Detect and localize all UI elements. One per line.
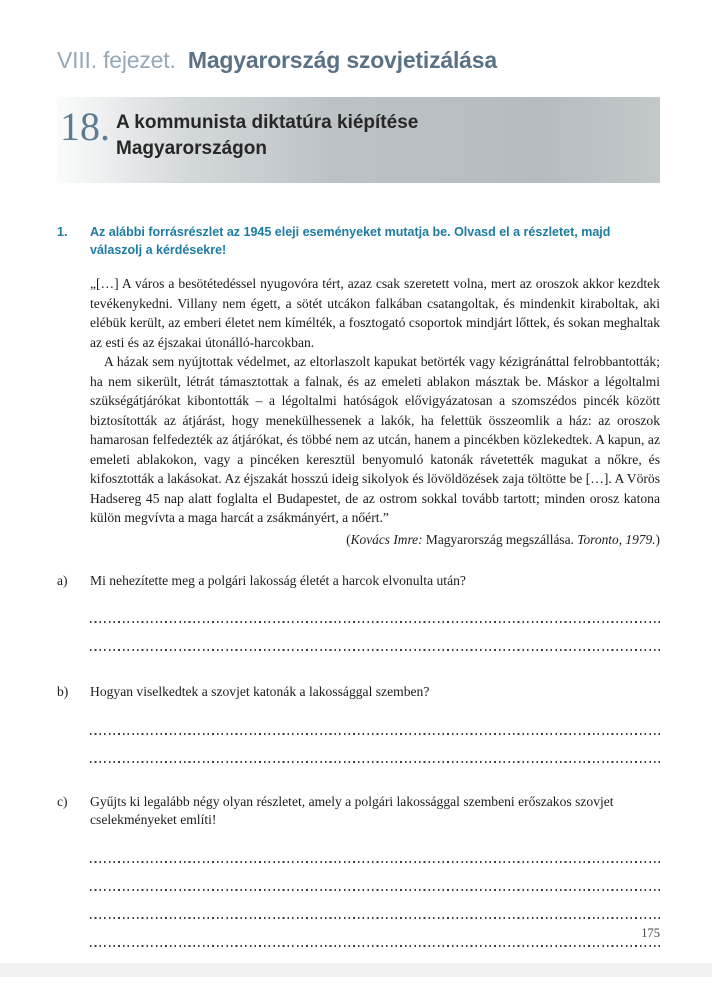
- question-c-label: c): [57, 793, 68, 809]
- answer-line: [90, 621, 660, 623]
- source-quote: [90, 274, 660, 528]
- question-b-label: b): [57, 684, 69, 699]
- answer-line: [90, 733, 660, 735]
- task-instruction: Az alábbi forrásrészlet az 1945 eleji eseményeket mutatja be. Olvasd el a részletet, majd válaszolj a kérdésekre!: [90, 225, 611, 257]
- answer-line: [90, 889, 660, 891]
- section-title: [116, 97, 418, 162]
- quote-paragraph-1: „[…] A város a besötétedéssel nyugovóra tért, azaz csak szeretett volna, mert az oroszok akkor kezdtek tevékenykedni. Villany nem égett, a sötét utcákon falkában csatangoltak, és mindenkit kiraboltak, aki elébük került, az emberi életet nem kímélték, a fosztogató csoportok mindjárt lőttek, és sokan meghaltak az esti és az éjszakai útonálló-harcokban.: [90, 276, 660, 350]
- quote-paragraph-2: A házak sem nyújtottak védelmet, az eltorlaszolt kapukat betörték vagy kézigránáttal felrobbantották; ha nem sikerült, létrát támasztottak a falnak, és az emeleti ablakon másztak be. Máskor a légoltalmi szükségátjárókat kibontották – a légoltalmi hatóságok elővigyázatosan a szomszédos pincék között biztosították az átjárást, hogy menekülhessenek a lakók, ha felettük összeomlik a ház: az oroszok hamarosan felfedezték az átjárókat, és többé nem az utcán, hanem a pincékben közlekedtek. A kapun, az emeleti ablakokon, vagy a pincéken keresztül benyomuló katonák rávetették magukat a nőkre, és kifosztották a lakásokat. Az éjszakát hosszú ideig sikolyok és lövöldözések zaja töltötte be […]. A Vörös Hadsereg 45 nap alatt foglalta el Budapestet, de az ostrom sokkal tovább tartott; minden orosz katona külön megvívta a maga harcát a zsákmányért, a nőért.”: [90, 354, 660, 525]
- citation-open-paren: (: [346, 531, 351, 547]
- citation-author: Kovács Imre:: [350, 531, 423, 547]
- question-c-text: Gyűjts ki legalább négy olyan részletet, amely a polgári lakossággal szembeni erőszakos szovjet cselekményeket említi!: [90, 793, 614, 827]
- citation-place-date: Toronto, 1979.: [577, 531, 656, 547]
- answer-line: [90, 917, 660, 919]
- citation-close-paren: ): [655, 531, 660, 547]
- answer-line: [90, 649, 660, 651]
- question-a: [57, 572, 660, 591]
- section-title-line1: A kommunista diktatúra kiépítése: [116, 112, 419, 133]
- citation-title: Magyarország megszállása.: [422, 531, 578, 547]
- section-title-line2: Magyarországon: [116, 138, 267, 159]
- page-number: 175: [641, 926, 660, 940]
- section-number: 18.: [60, 104, 110, 149]
- question-b-text: Hogyan viselkedtek a szovjet katonák a lakossággal szemben?: [90, 684, 430, 699]
- answer-line: [90, 861, 660, 863]
- answer-line: [90, 761, 660, 763]
- task-1: [57, 224, 660, 259]
- chapter-title: Magyarország szovjetizálása: [187, 47, 497, 73]
- source-citation: [90, 530, 660, 549]
- question-a-label: a): [57, 572, 68, 588]
- chapter-prefix: VIII. fejezet.: [57, 47, 176, 73]
- chapter-header: [57, 46, 660, 74]
- question-c: [57, 793, 660, 830]
- section-header-band: [57, 97, 660, 183]
- question-b: [57, 683, 660, 702]
- bottom-band: [0, 963, 712, 977]
- answer-line: [90, 945, 660, 947]
- question-a-text: Mi nehezítette meg a polgári lakosság életét a harcok elvonulta után?: [90, 572, 466, 588]
- task-number: 1.: [57, 225, 68, 239]
